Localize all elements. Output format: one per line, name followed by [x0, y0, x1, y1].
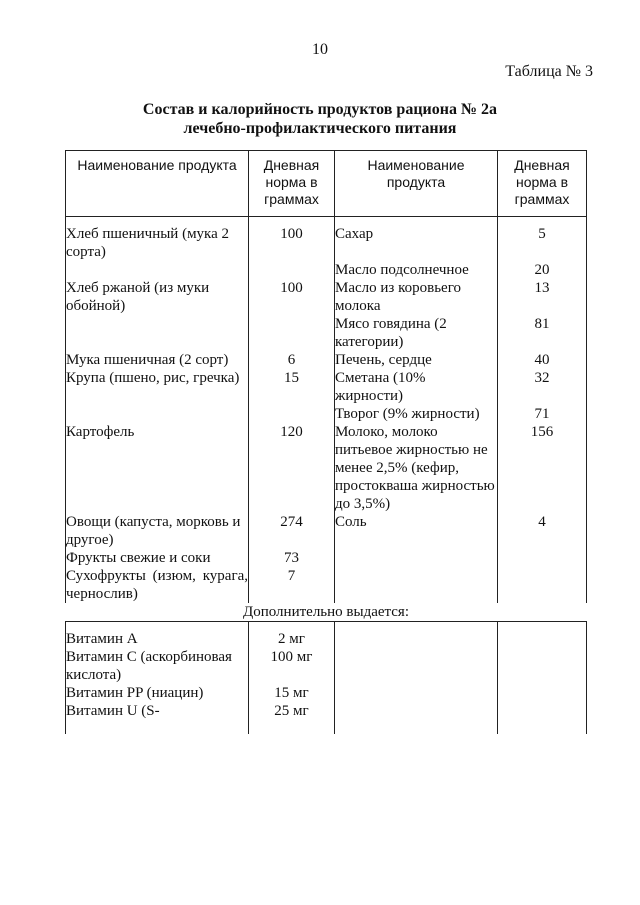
table-row: [66, 351, 587, 369]
header-product-right: Наименование продукта: [335, 151, 498, 217]
product-name: Масло подсолнечное: [335, 261, 498, 279]
product-name: Хлеб пшеничный (мука 2 сорта): [66, 217, 249, 262]
product-name: Овощи (капуста, морковь и другое): [66, 513, 249, 549]
table-row: [66, 423, 587, 513]
table-row: [66, 702, 587, 734]
empty-cell: [498, 648, 587, 684]
product-name: Мясо говядина (2 категории): [335, 315, 498, 351]
product-name: Фрукты свежие и соки: [66, 549, 249, 567]
table-row: [66, 261, 587, 279]
table-row: [66, 513, 587, 549]
vitamin-amount: 100 мг: [249, 648, 335, 684]
empty-cell: [335, 622, 498, 649]
vitamin-amount: 25 мг: [249, 702, 335, 734]
table-row: [66, 549, 587, 567]
daily-norm: 5: [498, 217, 587, 262]
title-line-2: лечебно-профилактического питания: [183, 120, 457, 137]
table-label: Таблица № 3: [505, 63, 593, 80]
daily-norm: 274: [249, 513, 335, 549]
table-row: [66, 622, 587, 649]
table-row: [66, 684, 587, 702]
product-name: [66, 315, 249, 351]
daily-norm: [498, 549, 587, 567]
product-name: Мука пшеничная (2 сорт): [66, 351, 249, 369]
daily-norm: [249, 405, 335, 423]
extra-heading-row: [66, 603, 587, 622]
daily-norm: [498, 567, 587, 603]
table-row: [66, 405, 587, 423]
product-name: Сухофрукты (изюм, курага, чернослив): [66, 568, 248, 602]
product-name: Масло из коровьего молока: [335, 279, 498, 315]
vitamin-name: Витамин C (аскорбиновая кислота): [66, 648, 249, 684]
product-name: [66, 261, 249, 279]
table-row: [66, 217, 587, 262]
vitamin-amount: 15 мг: [249, 684, 335, 702]
table-row: [66, 279, 587, 315]
header-norm-left: Дневная норма в граммах: [249, 151, 335, 217]
daily-norm: 73: [249, 549, 335, 567]
daily-norm: [249, 315, 335, 351]
daily-norm: 6: [249, 351, 335, 369]
page-number: 10: [312, 41, 328, 58]
daily-norm: 100: [249, 279, 335, 315]
product-name: [335, 549, 498, 567]
vitamin-name: Витамин A: [66, 622, 249, 649]
table-row: [66, 567, 587, 603]
product-name: Печень, сердце: [335, 351, 498, 369]
empty-cell: [498, 684, 587, 702]
daily-norm: 4: [498, 513, 587, 549]
product-name: [66, 405, 249, 423]
daily-norm: 71: [498, 405, 587, 423]
extra-heading: Дополнительно выдается:: [243, 604, 409, 620]
vitamin-name: Витамин PP (ниацин): [66, 684, 249, 702]
product-name: Хлеб ржаной (из муки обойной): [66, 279, 249, 315]
empty-cell: [335, 648, 498, 684]
ration-table: [65, 150, 587, 734]
product-name: Молоко, молоко питьевое жирностью не менее 2,5% (кефир, простокваша жирностью до 3,5%): [335, 423, 498, 513]
daily-norm: 40: [498, 351, 587, 369]
daily-norm: [249, 261, 335, 279]
product-name: Сметана (10% жирности): [335, 369, 498, 405]
table-row: [66, 648, 587, 684]
empty-cell: [335, 684, 498, 702]
daily-norm: 81: [498, 315, 587, 351]
table-row: [66, 369, 587, 405]
header-norm-right: Дневная норма в граммах: [498, 151, 587, 217]
product-name: Творог (9% жирности): [335, 405, 498, 423]
daily-norm: 20: [498, 261, 587, 279]
daily-norm: 156: [498, 423, 587, 513]
table-row: [66, 315, 587, 351]
daily-norm: 13: [498, 279, 587, 315]
header-product-left: Наименование продукта: [66, 151, 249, 217]
daily-norm: 7: [249, 567, 335, 603]
product-name: Картофель: [66, 423, 249, 513]
product-name: [335, 567, 498, 603]
title-line-1: Состав и калорийность продуктов рациона № 2а: [142, 101, 498, 118]
daily-norm: 32: [498, 369, 587, 405]
vitamin-amount: 2 мг: [249, 622, 335, 649]
empty-cell: [498, 622, 587, 649]
empty-cell: [498, 702, 587, 734]
product-name: Сахар: [335, 217, 498, 262]
table-header-row: [66, 151, 587, 217]
product-name: Крупа (пшено, рис, гречка): [66, 369, 249, 405]
page-title: [0, 100, 640, 138]
daily-norm: 15: [249, 369, 335, 405]
daily-norm: 120: [249, 423, 335, 513]
vitamin-name: Витамин U (S-: [66, 702, 249, 734]
product-name: Соль: [335, 513, 498, 549]
empty-cell: [335, 702, 498, 734]
daily-norm: 100: [249, 217, 335, 262]
